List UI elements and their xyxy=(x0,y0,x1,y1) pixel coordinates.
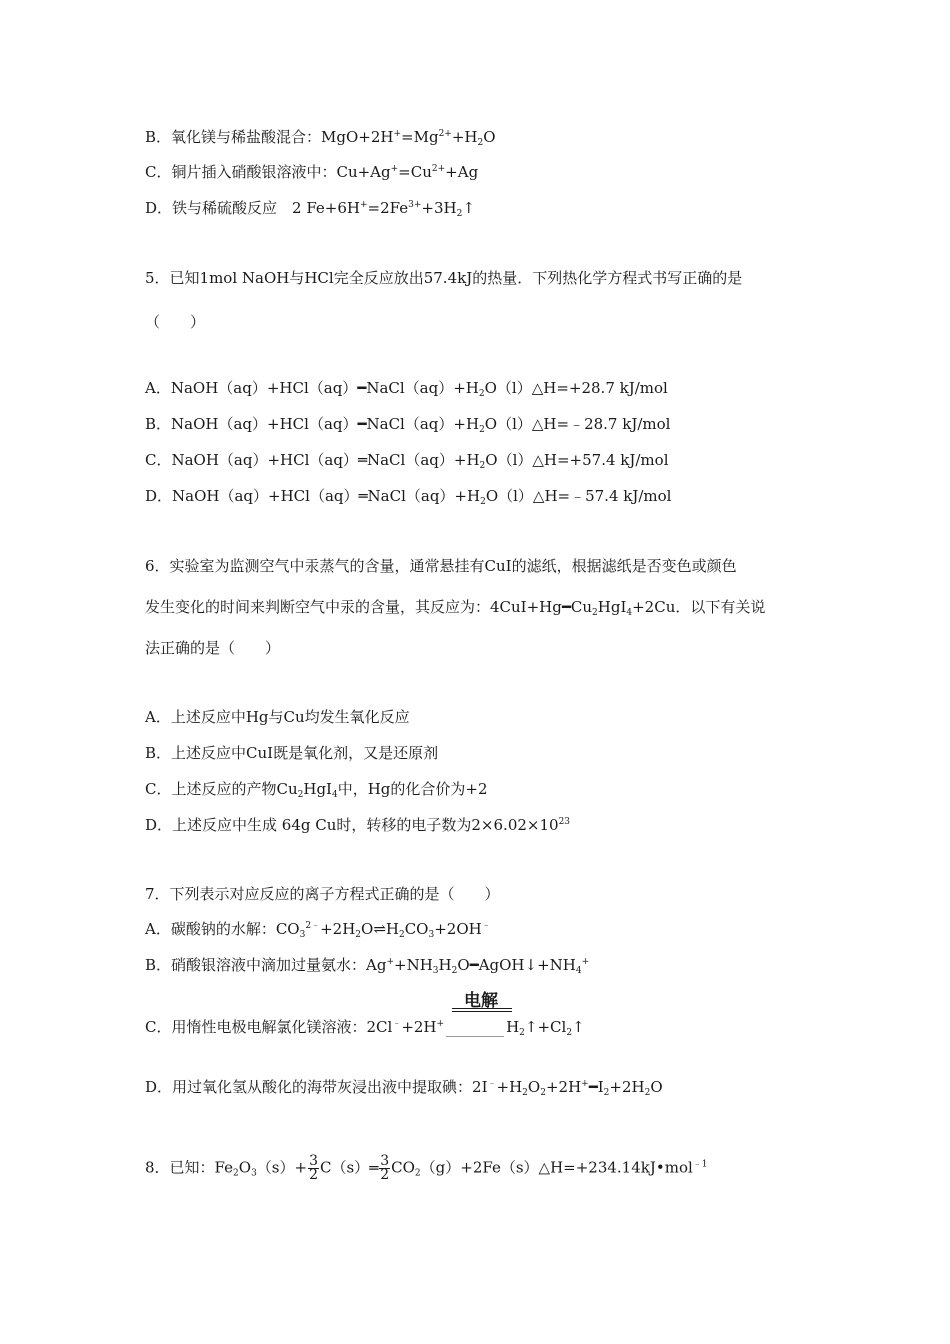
q6-stem-line1: 6．实验室为监测空气中汞蒸气的含量，通常悬挂有CuI的滤纸，根据滤纸是否变色或颜色 xyxy=(145,557,737,575)
q8-stem: 8．已知：$Fe_2O_3(s)+$ $\frac{3}{2}$ C（s）═ $\frac{3}{2}$ $CO_2(g)+2Fe(s)\triangle H=+234.14kJ•mol^{﹣1}$ xyxy=(145,1153,708,1183)
electrolysis-condition: 电解 xyxy=(464,991,498,1011)
q4-option-c: C．铜片插入硝酸银溶液中：$Cu+Ag^+=Cu^{2+}+Ag$ xyxy=(145,163,479,181)
q4-option-d: D．铁与稀硫酸反应 2 $Fe+6H^+=2Fe^{3+}+3H_2↑$ xyxy=(145,199,475,219)
q6-option-a: A．上述反应中Hg与Cu均发生氧化反应 xyxy=(145,708,410,726)
q5-answer-paren: （ ） xyxy=(145,313,206,331)
q7-option-d: D．用过氧化氢从酸化的海带灰浸出液中提取碘：$2I^﹣+H_2O_2+2H^+━I_2+2H_2O$ xyxy=(145,1078,663,1098)
q6-stem-line2: 发生变化的时间来判断空气中汞的含量，其反应为：$4CuI+Hg━Cu_2HgI_4+2Cu$．以下有关说 xyxy=(145,598,766,618)
q5-option-b: B．$NaOH(aq)+HCl(aq)━NaCl(aq)+H_2O(l)\triangle H=﹣28.7$ kJ/mol xyxy=(145,415,671,435)
fraction-three-halves-2: $\frac{3}{2}$ xyxy=(380,1153,390,1183)
q6-option-b: B．上述反应中CuI既是氧化剂，又是还原剂 xyxy=(145,744,439,762)
q6-option-c: C．上述反应的产物$Cu_2HgI_4$中，Hg的化合价为+2 xyxy=(145,780,488,800)
electrolysis-blank-line xyxy=(446,1022,504,1037)
electrolysis-double-line xyxy=(452,1008,512,1012)
q4-option-b: B．氧化镁与稀盐酸混合：$MgO+2H^+=Mg^{2+}+H_2O$ xyxy=(145,128,496,148)
q5-option-a: A．$NaOH(aq)+HCl(aq)━NaCl(aq)+H_2O(l)\triangle H=+28.7$ kJ/mol xyxy=(145,379,668,399)
q5-stem: 5．已知1mol NaOH与HCl完全反应放出57.4kJ的热量．下列热化学方程式书写正确的是 xyxy=(145,269,743,287)
q7-option-a: A．碳酸钠的水解：$CO_3^{2﹣}+2H_2O\rightleftharpoons H_2CO_3+2OH^﹣$ xyxy=(145,920,491,940)
q7-option-c: C．用惰性电极电解氯化镁溶液：2Cl﹣+2H+ $H_2↑+Cl_2↑$ xyxy=(145,1018,585,1038)
q5-option-c: C．$NaOH(aq)+HCl(aq)═NaCl(aq)+H_2O(l)\triangle H=+57.4$ kJ/mol xyxy=(145,451,669,471)
q6-stem-line3: 法正确的是（ ） xyxy=(145,639,281,657)
q5-option-d: D．$NaOH(aq)+HCl(aq)═NaCl(aq)+H_2O(l)\triangle H=﹣57.4$ kJ/mol xyxy=(145,487,672,507)
fraction-three-halves-1: $\frac{3}{2}$ xyxy=(309,1153,318,1183)
q7-option-b: B．硝酸银溶液中滴加过量氨水：$Ag^++NH_3H_2O━AgOH↓+NH_4^+$ xyxy=(145,956,590,976)
q7-stem: 7．下列表示对应反应的离子方程式正确的是（ ） xyxy=(145,885,500,903)
q6-option-d: D．上述反应中生成 64g Cu时，转移的电子数为$2\times 6.02\times 10^{23}$ xyxy=(145,816,571,834)
